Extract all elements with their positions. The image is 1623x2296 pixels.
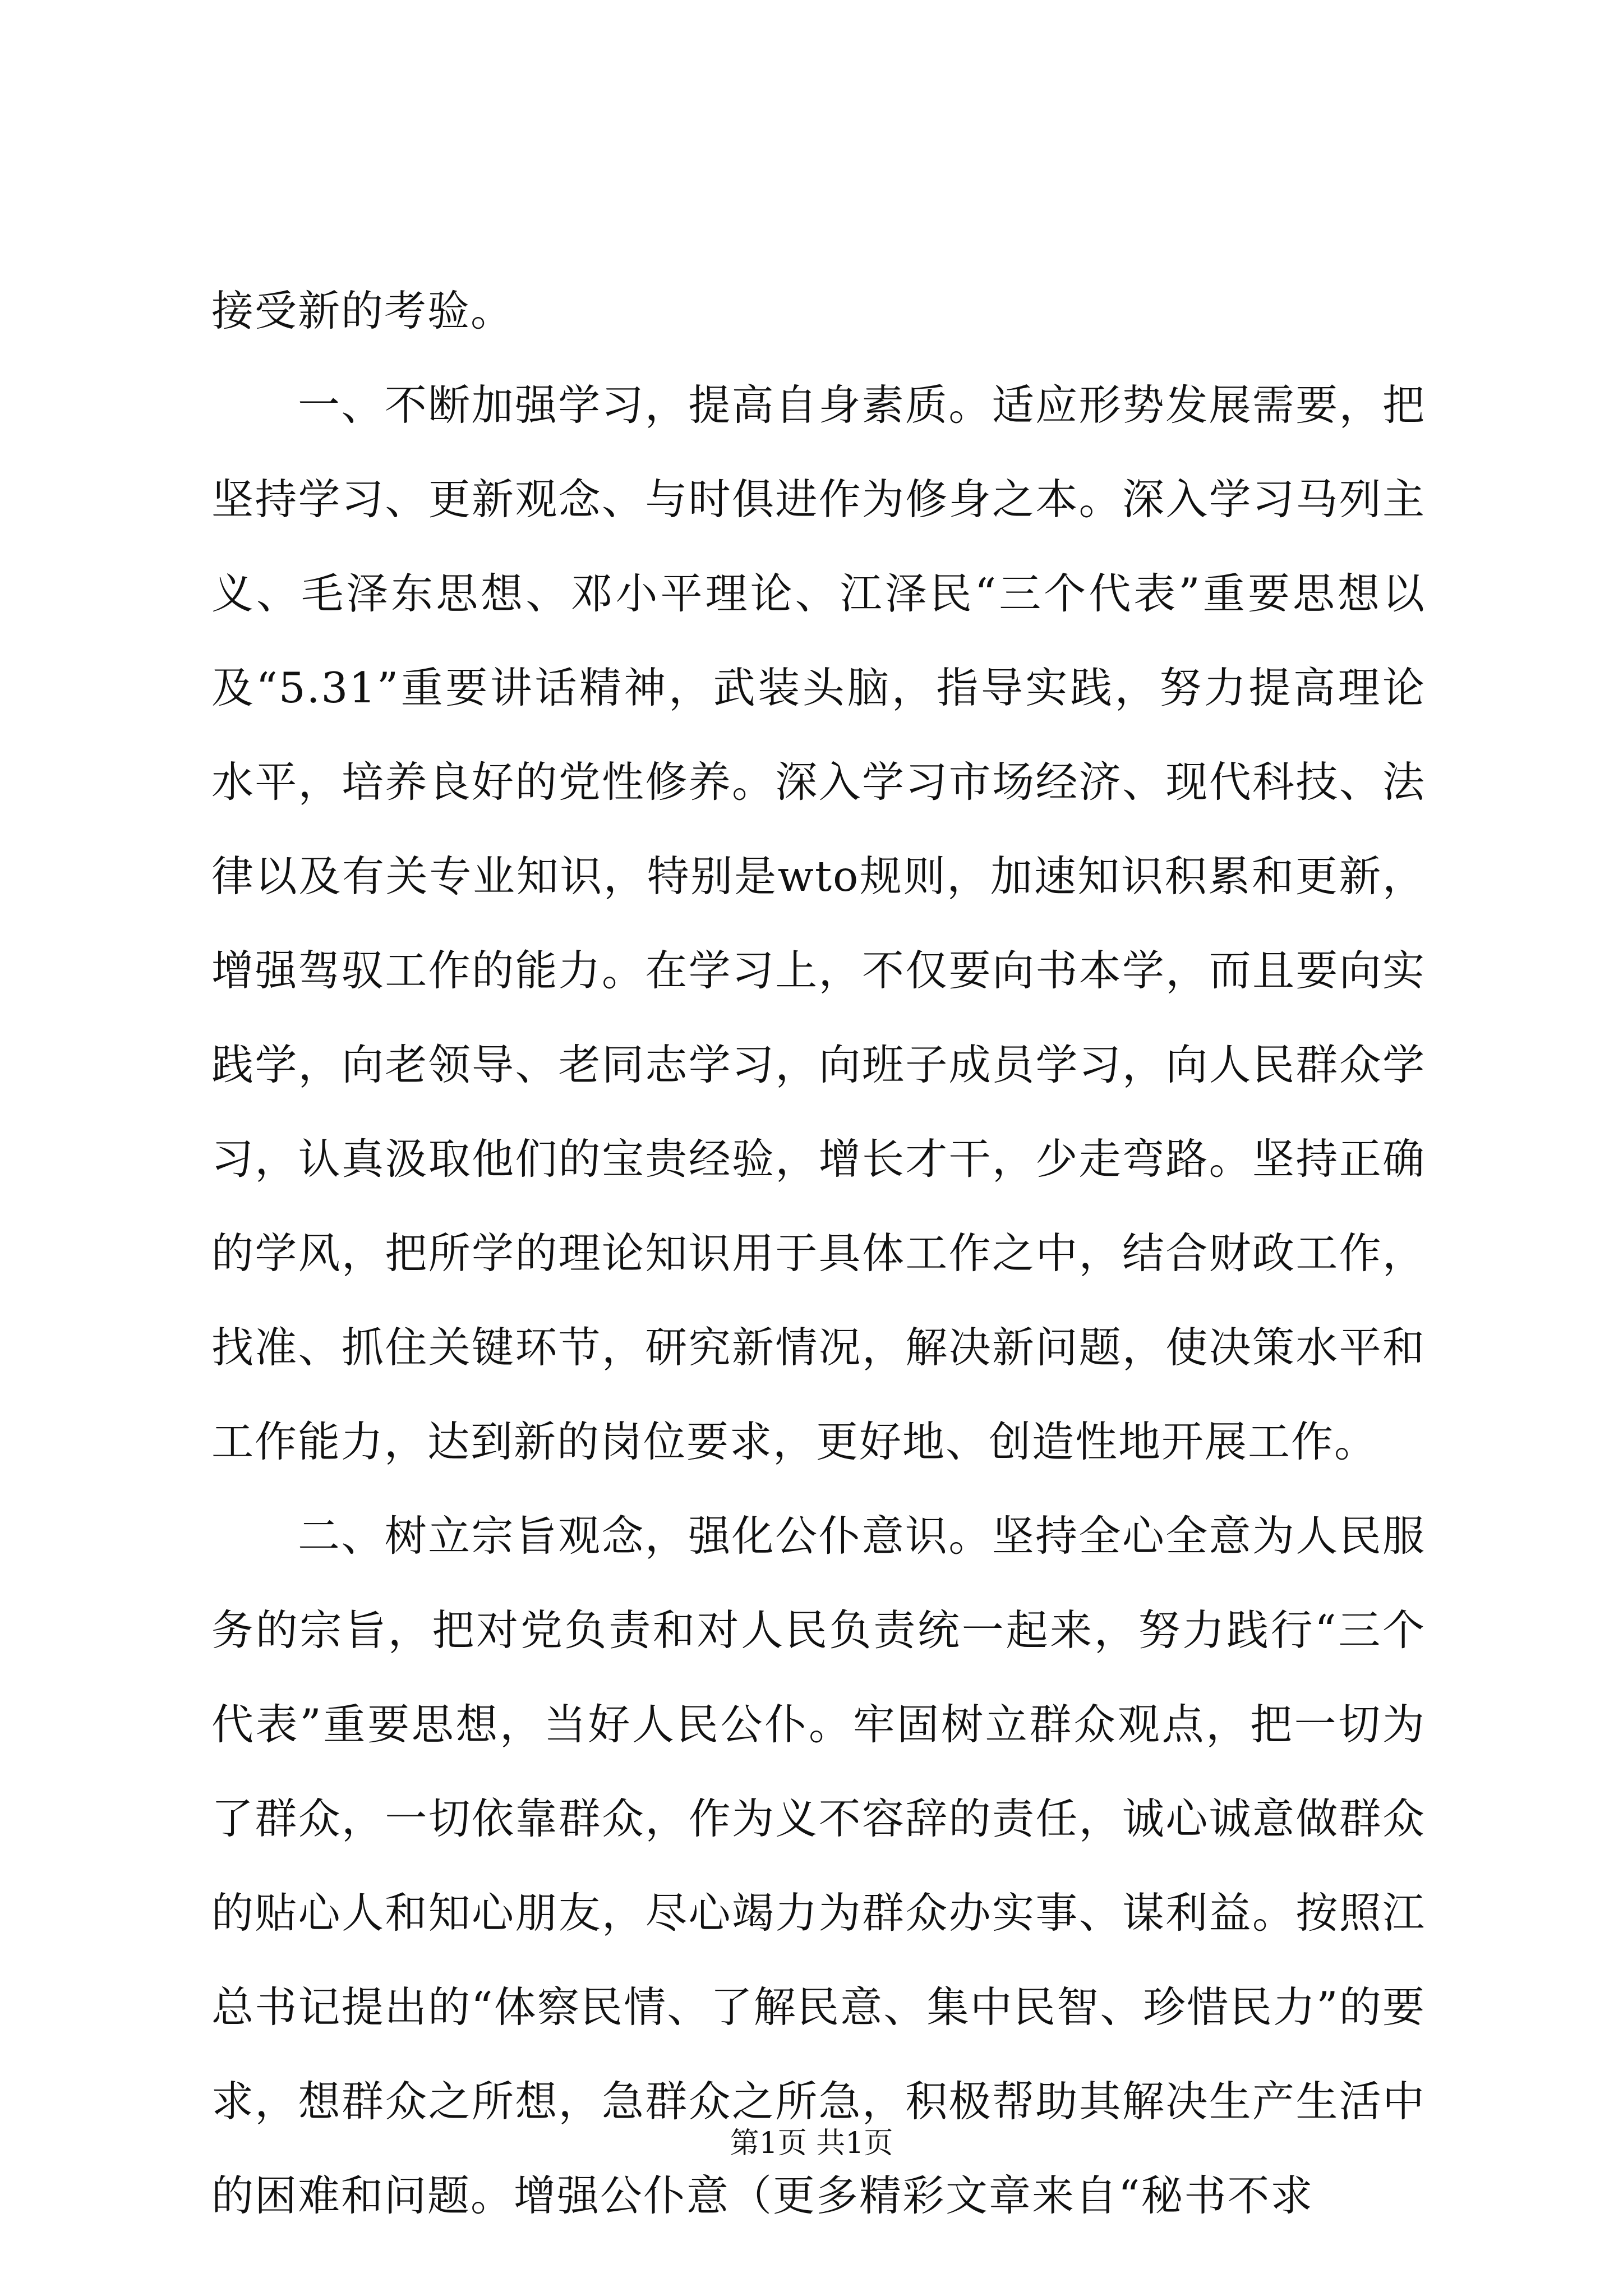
page-footer: 第1页 共1页 (730, 2127, 893, 2160)
paragraph-study: 一、不断加强学习，提高自身素质。适应形势发展需要，把坚持学习、更新观念、与时俱进作为修身之本。深入学习马列主义、毛泽东思想、邓小平理论、江泽民“三个代表”重要思想以及“5.31”重要讲话精神，武装头脑，指导实践，努力提高理论水平，培养良好的党性修养。深入学习市场经济、现代科技、法律以及有关专业知识，特别是wto规则，加速知识积累和更新，增强驾驭工作的能力。在学习上，不仅要向书本学，而且要向实践学，向老领导、老同志学习，向班子成员学习，向人民群众学习，认真汲取他们的宝贵经验，增长才干，少走弯路。坚持正确的学风，把所学的理论知识用于具体工作之中，结合财政工作，找准、抓住关键环节，研究新情况，解决新问题，使决策水平和工作能力，达到新的岗位要求，更好地、创造性地开展工作。 (211, 380, 1426, 1466)
paragraph-service: 二、树立宗旨观念，强化公仆意识。坚持全心全意为人民服务的宗旨，把对党负责和对人民负责统一起来，努力践行“三个代表”重要思想，当好人民公仆。牢固树立群众观点，把一切为了群众，一切依靠群众，作为义不容辞的责任，诚心诚意做群众的贴心人和知心朋友，尽心竭力为群众办实事、谋利益。按照江总书记提出的“体察民情、了解民意、集中民智、珍惜民力”的要求，想群众之所想，急群众之所急，积极帮助其解决生产生活中的困难和问题。增强公仆意（更多精彩文章来自“秘书不求 (211, 1511, 1426, 2220)
document-body (211, 264, 1426, 2243)
paragraph-continuation: 接受新的考验。 (211, 286, 514, 335)
